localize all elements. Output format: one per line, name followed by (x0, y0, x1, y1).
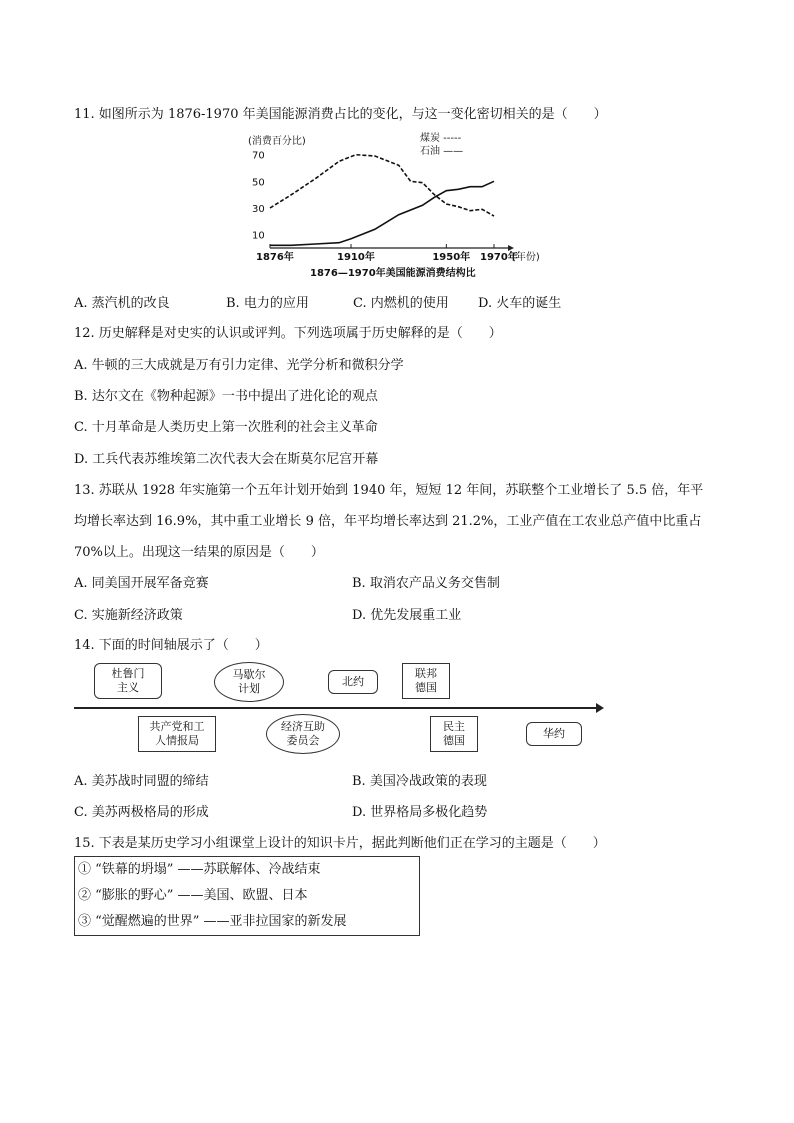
timeline-cominform: 共产党和工 人情报局 (138, 716, 216, 752)
q12-stem: 12. 历史解释是对史实的认识或评判。下列选项属于历史解释的是（ ） (74, 326, 502, 341)
q15-stem: 15. 下表是某历史学习小组课堂上设计的知识卡片，据此判断他们正在学习的主题是（ ） (74, 836, 606, 851)
card-row-3: ③ “觉醒燃遍的世界” ——亚非拉国家的新发展 (78, 914, 347, 929)
timeline-frg: 联邦 德国 (402, 663, 450, 699)
x-tick-label: 1950年 (432, 252, 471, 263)
timeline-marshall-plan: 马歇尔 计划 (214, 662, 284, 702)
q14-option-c[interactable]: C. 美苏两极格局的形成 (74, 805, 209, 820)
q14-stem: 14. 下面的时间轴展示了（ ） (74, 638, 268, 653)
q11-option-a[interactable]: A. 蒸汽机的改良 (74, 296, 170, 311)
cold-war-timeline (70, 658, 610, 758)
timeline-gdr: 民主 德国 (430, 716, 478, 752)
legend-oil: 石油 —— (420, 146, 464, 157)
timeline-truman-doctrine: 杜鲁门 主义 (94, 663, 162, 699)
series-line-煤炭 (270, 155, 494, 216)
q12-option-a[interactable]: A. 牛顿的三大成就是万有引力定律、光学分析和微积分学 (74, 358, 404, 373)
q13-stem-line3: 70%以上。出现这一结果的原因是（ ） (74, 545, 324, 560)
x-tick-label: 1970年 (480, 252, 518, 263)
q11-stem: 11. 如图所示为 1876-1970 年美国能源消费占比的变化，与这一变化密切相关的是（ ） (74, 107, 607, 122)
q12-option-c[interactable]: C. 十月革命是人类历史上第一次胜利的社会主义革命 (74, 420, 378, 435)
card-row-1: ① “铁幕的坍塌” ——苏联解体、冷战结束 (78, 862, 321, 877)
q12-option-d[interactable]: D. 工兵代表苏维埃第二次代表大会在斯莫尔尼宫开幕 (74, 452, 379, 467)
timeline-axis (74, 707, 600, 709)
timeline-comecon: 经济互助 委员会 (266, 714, 340, 754)
y-tick-label: 70 (252, 150, 265, 162)
chart-xlabel: (年份) (512, 252, 540, 263)
q13-option-d[interactable]: D. 优先发展重工业 (352, 608, 462, 623)
x-axis-arrow (508, 245, 514, 251)
y-tick-label: 30 (252, 204, 265, 215)
energy-line-chart (248, 128, 548, 288)
q14-option-a[interactable]: A. 美苏战时同盟的缔结 (74, 774, 209, 789)
q13-stem-line1: 13. 苏联从 1928 年实施第一个五年计划开始到 1940 年，短短 12 年间，苏联整个工业增长了 5.5 倍，年平 (74, 483, 704, 498)
x-tick-label: 1876年 (256, 252, 294, 263)
q13-option-b[interactable]: B. 取消农产品义务交售制 (352, 576, 500, 591)
chart-ylabel: (消费百分比) (248, 136, 306, 147)
legend-coal: 煤炭 ----- (420, 133, 462, 144)
series-line-石油 (270, 181, 494, 245)
q11-option-d[interactable]: D. 火车的诞生 (478, 296, 562, 311)
q11-option-c[interactable]: C. 内燃机的使用 (353, 296, 449, 311)
x-tick-label: 1910年 (337, 252, 375, 263)
chart-title: 1876—1970年美国能源消费结构比 (310, 268, 476, 279)
q14-option-b[interactable]: B. 美国冷战政策的表现 (352, 774, 487, 789)
q11-option-b[interactable]: B. 电力的应用 (226, 296, 309, 311)
timeline-warsaw-pact: 华约 (526, 722, 582, 746)
timeline-nato: 北约 (328, 670, 378, 694)
y-tick-label: 50 (252, 177, 265, 189)
timeline-arrow (596, 703, 604, 713)
q12-option-b[interactable]: B. 达尔文在《物种起源》一书中提出了进化论的观点 (74, 389, 378, 404)
q13-option-c[interactable]: C. 实施新经济政策 (74, 608, 183, 623)
q13-stem-line2: 均增长率达到 16.9%，其中重工业增长 9 倍，年平均增长率达到 21.2%，工业产值在工农业总产值中比重占 (74, 514, 702, 529)
y-tick-label: 10 (252, 230, 265, 242)
knowledge-card-table (74, 856, 420, 936)
q14-option-d[interactable]: D. 世界格局多极化趋势 (352, 805, 488, 820)
card-row-2: ② “膨胀的野心” ——美国、欧盟、日本 (78, 888, 308, 903)
q13-option-a[interactable]: A. 同美国开展军备竞赛 (74, 576, 209, 591)
